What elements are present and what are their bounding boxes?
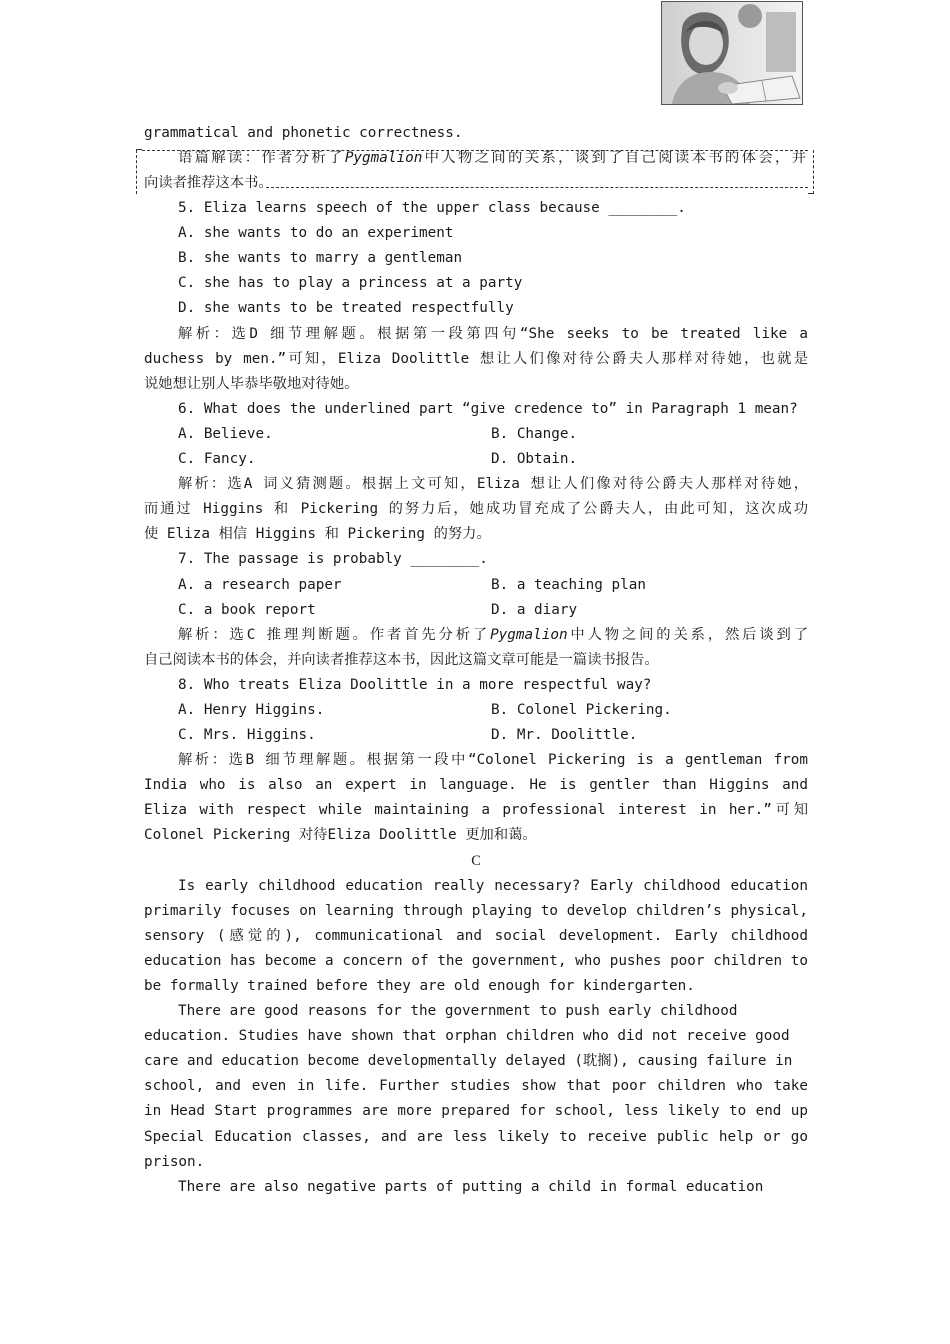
question-5-option-b: B. she wants to marry a gentleman <box>178 250 463 267</box>
question-7-options-row <box>144 598 808 623</box>
reading-girl-photo <box>661 1 803 105</box>
question-6-explanation-line: 解析：选A 词义猜测题。根据上文可知，Eliza 想让人们像对待公爵夫人那样对待她， <box>178 476 808 493</box>
passage-c-paragraph-2-line: prison. <box>144 1153 205 1170</box>
passage-c-paragraph-1-line: be formally trained before they are old enough for kindergarten. <box>144 978 695 994</box>
question-8-explanation-line: Eliza with respect while maintaining a professional interest in her.”可知 <box>144 802 808 819</box>
question-8-stem: 8. Who treats Eliza Doolittle in a more respectful way? <box>178 676 652 693</box>
section-c-title: C <box>471 852 481 869</box>
question-8-option-b: B. Colonel Pickering. <box>491 701 672 718</box>
passage-c-paragraph-1-line: sensory (感觉的), communicational and social development. Early childhood <box>144 927 808 944</box>
question-6-option-a: A. Believe. <box>178 425 273 442</box>
summary-line-1: 语篇解读：作者分析了Pygmalion中人物之间的关系，谈到了自己阅读本书的体会，并 <box>178 150 806 167</box>
reading-girl-illustration <box>662 2 802 104</box>
previous-passage-tail: grammatical and phonetic correctness. <box>144 125 463 141</box>
question-7-stem: 7. The passage is probably ________. <box>178 551 488 568</box>
question-6-explanation-line: 而通过 Higgins 和 Pickering 的努力后，她成功冒充成了公爵夫人，由此可知，这次成功 <box>144 501 808 518</box>
summary-line-2: 向读者推荐这本书。 <box>144 175 273 192</box>
question-8-option-c: C. Mrs. Higgins. <box>178 727 316 744</box>
question-7-option-d: D. a diary <box>491 601 578 618</box>
question-6-option-c: C. Fancy. <box>178 451 256 468</box>
question-7-option-b: B. a teaching plan <box>491 576 646 593</box>
passage-c-paragraph-1-line: primarily focuses on learning through playing to develop children’s physical, <box>144 902 808 919</box>
question-6-options-row <box>144 447 808 472</box>
question-7-option-a: A. a research paper <box>178 576 342 593</box>
question-5-explanation-line: 说她想让别人毕恭毕敬地对待她。 <box>144 375 359 392</box>
passage-c-paragraph-2-line: care and education become developmentally delayed (耽搁), causing failure in <box>144 1053 793 1070</box>
passage-c-paragraph-2-line: There are good reasons for the government to push early childhood <box>178 1003 738 1020</box>
question-5-explanation-line: duchess by men.”可知，Eliza Doolittle 想让人们像对待公爵夫人那样对待她，也就是 <box>144 350 808 367</box>
passage-c-paragraph-2-line: in Head Start programmes are more prepared for school, less likely to end up <box>144 1103 808 1120</box>
question-6-option-d: D. Obtain. <box>491 451 578 468</box>
question-8-options-row <box>144 723 808 748</box>
question-8-explanation-line: Colonel Pickering 对待Eliza Doolittle 更加和蔼。 <box>144 827 537 844</box>
question-7-explanation-line: 自己阅读本书的体会，并向读者推荐这本书，因此这篇文章可能是一篇读书报告。 <box>144 651 659 668</box>
question-6-explanation-line: 使 Eliza 相信 Higgins 和 Pickering 的努力。 <box>144 526 491 543</box>
passage-c-paragraph-3-line: There are also negative parts of putting a child in formal education <box>178 1178 764 1195</box>
summary-box <box>136 146 814 196</box>
passage-c-paragraph-2-line: Special Education classes, and are less likely to receive public help or go <box>144 1128 808 1145</box>
passage-c-paragraph-1-line: Is early childhood education really necessary? Early childhood education <box>178 877 808 894</box>
question-8-explanation-line: India who is also an expert in language. He is gentler than Higgins and <box>144 777 808 794</box>
question-5-option-c: C. she has to play a princess at a party <box>178 275 523 292</box>
question-6-option-b: B. Change. <box>491 425 578 442</box>
question-7-option-c: C. a book report <box>178 601 316 618</box>
passage-c-paragraph-2-line: school, and even in life. Further studies show that poor children who take <box>144 1078 808 1095</box>
question-8-option-d: D. Mr. Doolittle. <box>491 727 638 744</box>
question-6-options-row <box>144 422 808 447</box>
question-5-option-a: A. she wants to do an experiment <box>178 225 454 242</box>
question-7-options-row <box>144 573 808 598</box>
question-5-option-d: D. she wants to be treated respectfully <box>178 300 514 317</box>
question-7-explanation-line: 解析：选C 推理判断题。作者首先分析了Pygmalion中人物之间的关系，然后谈到了 <box>178 626 808 643</box>
question-8-options-row <box>144 698 808 723</box>
question-8-option-a: A. Henry Higgins. <box>178 701 325 718</box>
question-5-explanation-line: 解析：选D 细节理解题。根据第一段第四句“She seeks to be treated like a <box>178 325 808 342</box>
question-8-explanation-line: 解析：选B 细节理解题。根据第一段中“Colonel Pickering is a gentleman from <box>178 752 808 769</box>
document-page <box>144 121 808 1200</box>
passage-c-paragraph-1-line: education has become a concern of the government, who pushes poor children to <box>144 952 808 969</box>
question-6-stem: 6. What does the underlined part “give credence to” in Paragraph 1 mean? <box>178 400 798 417</box>
question-5-stem: 5. Eliza learns speech of the upper class because ________. <box>178 200 686 217</box>
passage-c-paragraph-2-line: education. Studies have shown that orphan children who did not receive good <box>144 1028 790 1045</box>
